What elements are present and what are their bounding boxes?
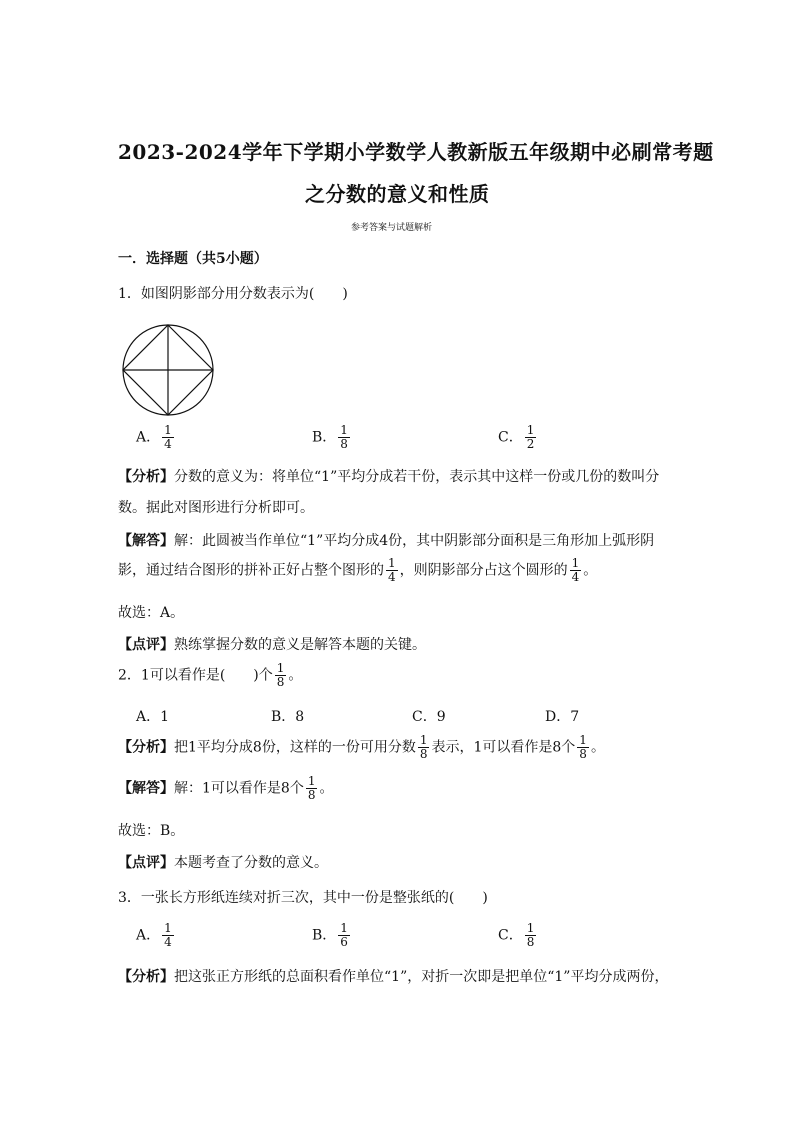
q2-stem: 2．1可以看作是( )个 $\frac{1}{8}$ 。 xyxy=(118,661,303,689)
q3-stem: 3．一张长方形纸连续对折三次，其中一份是整张纸的( ) xyxy=(118,890,488,906)
q1-choice: 故选：A。 xyxy=(118,605,185,621)
q1-answer-line2: 影，通过结合图形的拼补正好占整个图形的 $\frac{1}{4}$ ，则阴影部分占这个圆形的 $\frac{1}{4}$ 。 xyxy=(118,556,598,584)
q1-analysis: 【分析】分数的意义为：将单位“1”平均分成若干份，表示其中这样一份或几份的数叫分 xyxy=(118,469,660,485)
q2-option-b: B．8 xyxy=(271,709,305,725)
q3-option-a: A． $\frac{1}{4}$ xyxy=(136,921,172,949)
doc-title-line2: 之分数的意义和性质 xyxy=(305,182,490,206)
q2-analysis: 【分析】把1平均分成8份，这样的一份可用分数 $\frac{1}{8}$ 表示，1可以看作是8个 $\frac{1}{8}$ 。 xyxy=(118,733,605,761)
q1-analysis-line2: 数。据此对图形进行分析即可。 xyxy=(118,500,314,516)
section-heading: 一．选择题（共5小题） xyxy=(118,251,268,267)
q1-option-a: A． $\frac{1}{4}$ xyxy=(136,423,172,451)
q3-option-b: B． $\frac{1}{6}$ xyxy=(312,921,348,949)
q2-answer: 【解答】解：1可以看作是8个 $\frac{1}{8}$ 。 xyxy=(118,774,334,802)
q1-circle-figure xyxy=(120,322,216,418)
analysis-tag: 【分析】 xyxy=(118,469,174,485)
q1-option-c: C． $\frac{1}{2}$ xyxy=(498,423,535,451)
q2-comment: 【点评】本题考查了分数的意义。 xyxy=(118,855,328,871)
q3-analysis: 【分析】把这张正方形纸的总面积看作单位“1”，对折一次即是把单位“1”平均分成两份， xyxy=(118,969,669,985)
q2-option-a: A．1 xyxy=(136,709,170,725)
q2-option-c: C．9 xyxy=(412,709,446,725)
q1-stem: 1．如图阴影部分用分数表示为( ) xyxy=(118,286,348,302)
doc-subtitle: 参考答案与试题解析 xyxy=(351,223,433,233)
answer-tag: 【解答】 xyxy=(118,533,174,549)
q1-option-b: B． $\frac{1}{8}$ xyxy=(312,423,348,451)
q2-option-d: D．7 xyxy=(545,709,580,725)
doc-title-line1: 2023-2024学年下学期小学数学人教新版五年级期中必刷常考题 xyxy=(118,140,714,164)
q1-answer: 【解答】解：此圆被当作单位“1”平均分成4份，其中阴影部分面积是三角形加上弧形阴 xyxy=(118,533,655,549)
q2-choice: 故选：B。 xyxy=(118,823,185,839)
q1-comment: 【点评】熟练掌握分数的意义是解答本题的关键。 xyxy=(118,637,426,653)
q3-option-c: C． $\frac{1}{8}$ xyxy=(498,921,535,949)
